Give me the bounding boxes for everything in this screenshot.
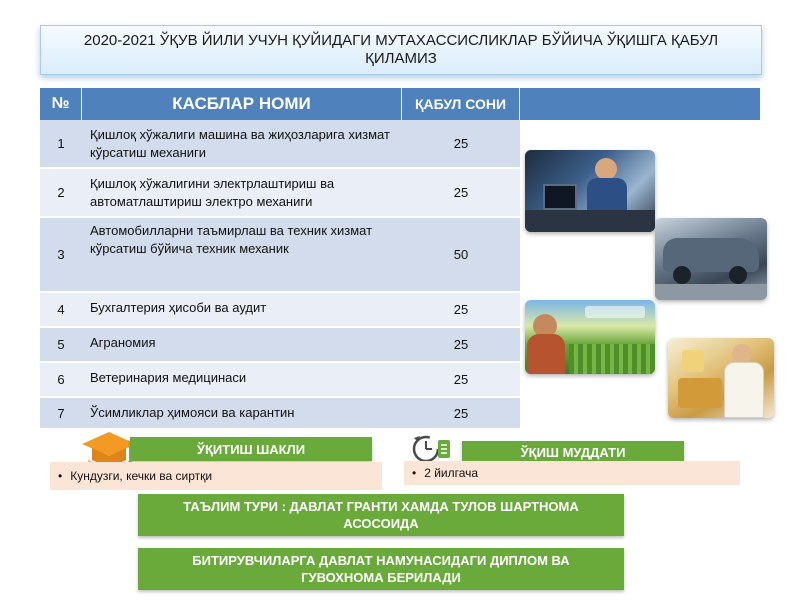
table-row [40,398,520,430]
row-count: 25 [453,185,469,200]
study-form-value-box [50,462,382,490]
table-row [40,293,520,328]
row-number: 1 [57,136,65,151]
column-header-admission-count: ҚАБУЛ СОНИ [402,88,520,120]
diploma-text: БИТИРУВЧИЛАРГА ДАВЛАТ НАМУНАСИДАГИ ДИПЛОМ ВА ГУВОХНОМА БЕРИЛАДИ [192,553,570,585]
row-profession: Ветеринария медицинаси [90,370,247,385]
row-number: 6 [57,372,65,387]
education-type-banner [138,494,624,536]
row-number: 2 [57,185,65,200]
table-row [40,363,520,398]
table-row [40,328,520,363]
row-count: 25 [453,405,469,421]
professions-table [40,120,520,430]
row-profession: Аграномия [90,335,156,350]
diploma-banner [138,548,624,590]
bullet-icon: • [58,469,63,483]
page-title [40,25,762,75]
table-row [40,218,520,293]
row-profession: Автомобилларни таъмирлаш ва техник хизмат кўрсатиш бўйича техник механик [90,223,373,256]
table-header [40,88,760,120]
column-header-profession: КАСБЛАР НОМИ [82,88,402,120]
row-count: 50 [453,247,469,262]
photo-agriculture-field [525,300,655,374]
row-count: 25 [453,136,469,151]
study-form-value: Кундузги, кечки ва сиртқи [70,469,213,483]
table-row [40,120,520,169]
study-duration-value-box [404,461,740,485]
row-number: 3 [57,247,65,262]
row-profession: Қишлоқ хўжалигини электрлаштириш ва автоматлаштириш электро механиги [90,176,335,209]
row-number: 7 [57,405,65,421]
row-number: 4 [57,302,65,317]
study-duration-label: ЎҚИШ МУДДАТИ [462,441,684,463]
study-form-label: ЎҚИТИШ ШАКЛИ [130,437,372,461]
photo-technician-at-computer [525,150,655,232]
row-count: 25 [453,337,469,352]
row-number: 5 [57,337,65,352]
row-profession: Ўсимликлар ҳимояси ва карантин [90,405,295,420]
photo-veterinary-lab [668,338,774,418]
row-count: 25 [453,372,469,387]
page-title-text: 2020-2021 ЎҚУВ ЙИЛИ УЧУН ҚУЙИДАГИ МУТАХАССИСЛИКЛАР БЎЙИЧА ЎҚИШГА ҚАБУЛ ҚИЛАМИЗ [83,32,719,67]
row-count: 25 [453,302,469,317]
photo-car-repair [655,218,767,300]
row-profession: Бухгалтерия ҳисоби ва аудит [90,300,267,315]
table-row [40,169,520,218]
bullet-icon: • [412,466,417,480]
study-duration-value: 2 йилгача [424,466,479,480]
column-header-number: № [40,88,82,120]
education-type-text: ТАЪЛИМ ТУРИ : ДАВЛАТ ГРАНТИ ХАМДА ТУЛОВ ШАРТНОМА АСОСОИДА [183,499,579,531]
row-profession: Қишлоқ хўжалиги машина ва жиҳозларига хизмат кўрсатиш механиги [90,127,390,160]
column-header-images [520,88,760,120]
